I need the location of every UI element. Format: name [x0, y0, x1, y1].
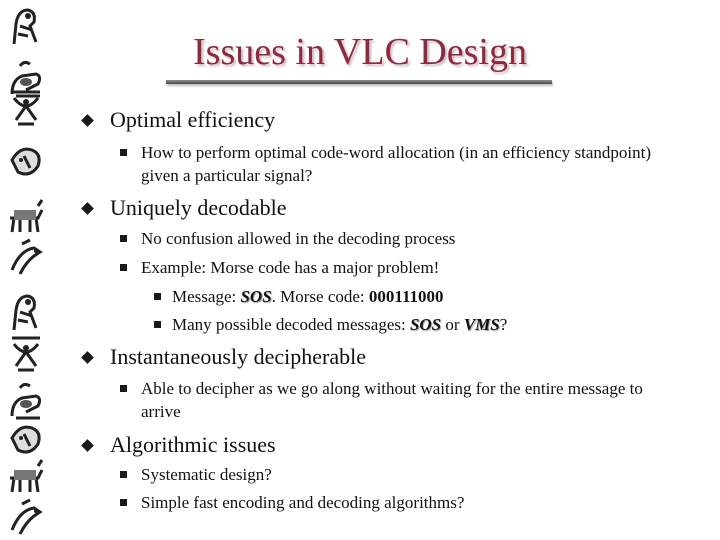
square-bullet-icon — [154, 293, 161, 300]
text-run: Many possible decoded messages: — [172, 315, 410, 334]
text-run: . Morse code: — [271, 287, 369, 306]
bullet-text: Uniquely decodable — [110, 195, 287, 220]
sub-sub-bullet-item — [172, 285, 444, 308]
sub-bullet-item — [141, 141, 681, 187]
emphasis-text: SOS — [409, 315, 442, 334]
sub-bullet-text: No confusion allowed in the decoding process — [141, 229, 456, 248]
square-bullet-icon — [120, 471, 127, 478]
bullet-item — [110, 432, 276, 458]
square-bullet-icon — [120, 235, 127, 242]
square-bullet-icon — [120, 149, 127, 156]
text-run: or — [441, 315, 464, 334]
sub-bullet-text: Simple fast encoding and decoding algorithms? — [141, 493, 465, 512]
sub-bullet-item — [141, 227, 681, 250]
sub-bullet-text: Example: Morse code has a major problem! — [141, 258, 440, 277]
sub-bullet-text: How to perform optimal code-word allocation (in an efficiency standpoint) given a particular signal? — [141, 143, 651, 185]
sub-bullet-text: Able to decipher as we go along without waiting for the entire message to arrive — [141, 379, 643, 421]
emphasis-text: SOS — [240, 287, 272, 306]
square-bullet-icon — [154, 321, 161, 328]
slide-title: Issues in VLC Design — [193, 31, 527, 73]
diamond-bullet-icon — [81, 351, 94, 364]
square-bullet-icon — [120, 499, 127, 506]
sub-bullet-item — [141, 491, 681, 514]
sub-bullet-item — [141, 377, 681, 423]
diamond-bullet-icon — [81, 202, 94, 215]
bullet-item — [110, 344, 366, 370]
bullet-item — [110, 195, 287, 221]
sub-bullet-text: Systematic design? — [141, 465, 272, 484]
morse-code-value: 000111000 — [368, 287, 444, 306]
sub-bullet-item — [141, 256, 681, 279]
bullet-text: Algorithmic issues — [110, 432, 276, 457]
sub-sub-bullet-item — [172, 313, 507, 336]
emphasis-text: VMS — [463, 315, 500, 334]
bullet-text: Optimal efficiency — [110, 107, 276, 132]
square-bullet-icon — [120, 385, 127, 392]
diamond-bullet-icon — [81, 439, 94, 452]
square-bullet-icon — [120, 264, 127, 271]
bullet-text: Instantaneously decipherable — [110, 344, 366, 369]
sub-bullet-item — [141, 463, 681, 486]
text-run: Message: — [172, 287, 241, 306]
diamond-bullet-icon — [81, 114, 94, 127]
bullet-item — [110, 107, 275, 133]
text-run: ? — [499, 315, 508, 334]
